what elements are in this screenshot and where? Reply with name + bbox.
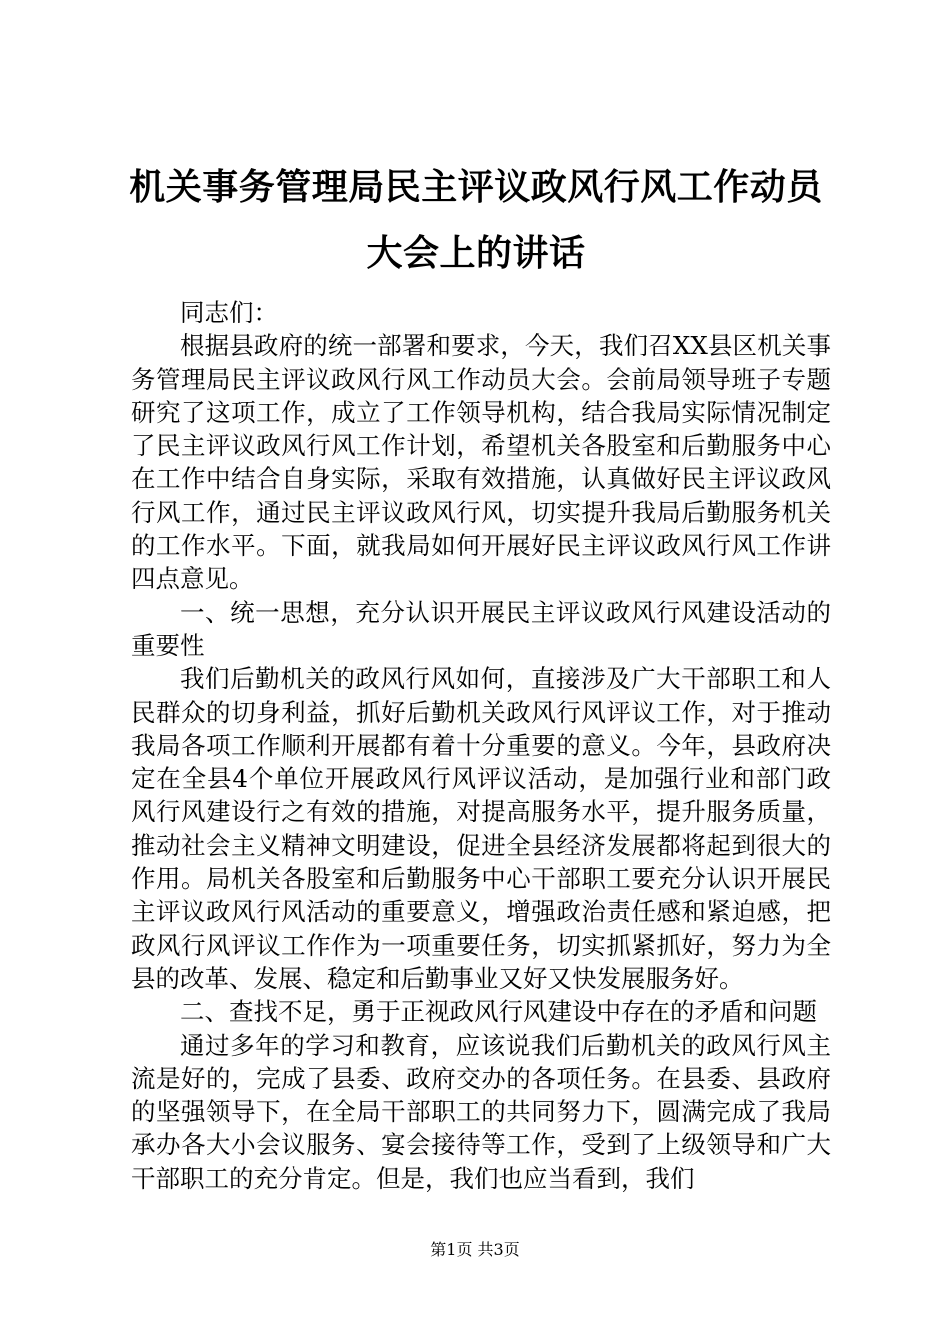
document-body xyxy=(131,296,831,1195)
page-footer: 第1页 共3页 xyxy=(430,1240,520,1259)
body-paragraph: 根据县政府的统一部署和要求，今天，我们召XX县区机关事务管理局民主评议政风行风工作动员大会。会前局领导班子专题研究了这项工作，成立了工作领导机构，结合我局实际情况制定了民主评议政风行风工作计划，希望机关各股室和后勤服务中心在工作中结合自身实际，采取有效措施，认真做好民主评议政风行风工作，通过民主评议政风行风，切实提升我局后勤服务机关的工作水平。下面，就我局如何开展好民主评议政风行风工作讲四点意见。 xyxy=(131,331,831,594)
section-heading: 二、查找不足，勇于正视政风行风建设中存在的矛盾和问题 xyxy=(180,997,817,1027)
document-title: 机关事务管理局民主评议政风行风工作动员大会上的讲话 xyxy=(129,167,823,274)
salutation: 同志们： xyxy=(180,298,278,327)
body-paragraph: 通过多年的学习和教育，应该说我们后勤机关的政风行风主流是好的，完成了县委、政府交办的各项任务。在县委、县政府的坚强领导下，在全局干部职工的共同努力下，圆满完成了我局承办各大小会议服务、宴会接待等工作，受到了上级领导和广大干部职工的充分肯定。但是，我们也应当看到，我们 xyxy=(131,1030,831,1193)
body-paragraph: 我们后勤机关的政风行风如何，直接涉及广大干部职工和人民群众的切身利益，抓好后勤机关政风行风评议工作，对于推动我局各项工作顺利开展都有着十分重要的意义。今年，县政府决定在全县4个单位开展政风行风评议活动，是加强行业和部门政风行风建设行之有效的措施，对提高服务水平，提升服务质量，推动社会主义精神文明建设，促进全县经济发展都将起到很大的作用。局机关各股室和后勤服务中心干部职工要充分认识开展民主评议政风行风活动的重要意义，增强政治责任感和紧迫感，把政风行风评议工作作为一项重要任务，切实抓紧抓好，努力为全县的改革、发展、稳定和后勤事业又好又快发展服务好。 xyxy=(131,664,831,993)
section-heading: 一、统一思想，充分认识开展民主评议政风行风建设活动的重要性 xyxy=(131,597,831,660)
